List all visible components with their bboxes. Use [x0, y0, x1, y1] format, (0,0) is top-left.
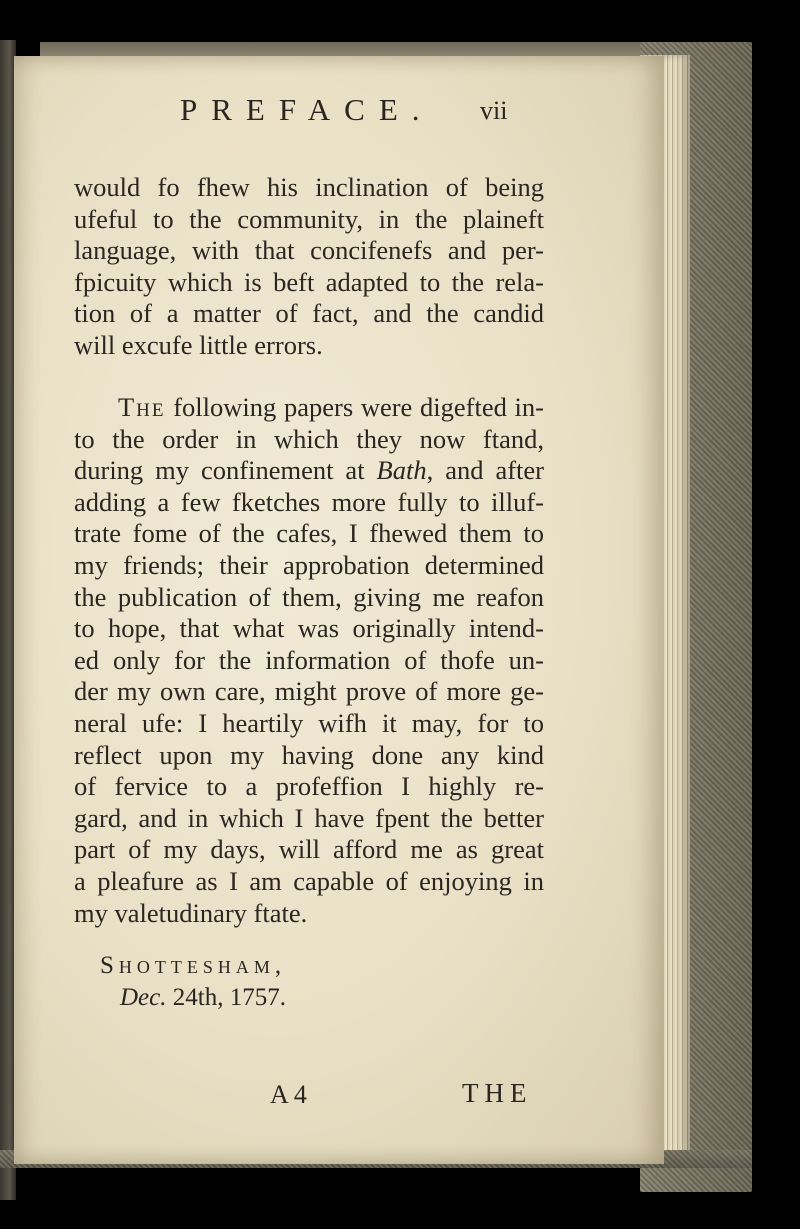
- text-line: my friends; their approbation determined: [74, 549, 544, 580]
- date-abbrev: Dec.: [120, 984, 167, 1011]
- text-line: would fo fhew his inclination of being: [74, 172, 544, 202]
- signature-date: [120, 984, 286, 1012]
- text-line: language, with that concifenefs and per-: [74, 235, 544, 266]
- text-line: [74, 392, 544, 424]
- text-line: part of my days, will afford me as great: [74, 834, 544, 865]
- text-line: ufeful to the community, in the plaineft: [74, 203, 544, 234]
- text-fragment: following papers were digefted in-: [173, 392, 544, 422]
- text-line: of fervice to a profeffion I highly re-: [74, 771, 544, 802]
- text-line: trate fome of the cafes, I fhewed them to: [74, 518, 544, 549]
- signature-place: Shottesham,: [100, 952, 287, 979]
- text-line: reflect upon my having done any kind: [74, 739, 544, 770]
- signature-mark: A 4: [270, 1080, 307, 1109]
- date-rest: 24th, 1757.: [172, 984, 286, 1011]
- running-header: [0, 92, 800, 132]
- place-name-bath: Bath: [376, 455, 427, 486]
- text-line: fpicuity which is beft adapted to the rela-: [74, 266, 544, 297]
- text-fragment: , and after: [426, 455, 544, 486]
- text-line: ed only for the information of thofe un-: [74, 644, 544, 675]
- catchword: THE: [462, 1078, 533, 1108]
- text-line: [74, 455, 544, 487]
- text-line: der my own care, might prove of more ge-: [74, 676, 544, 707]
- page-number: vii: [480, 96, 508, 125]
- text-line: to the order in which they now ftand,: [74, 423, 544, 454]
- text-line: a pleafure as I am capable of enjoying in: [74, 865, 544, 896]
- text-line: my valetudinary ftate.: [74, 897, 308, 928]
- text-line: will excufe little errors.: [74, 329, 323, 360]
- drop-word: The: [118, 392, 166, 422]
- paragraph-2: [74, 392, 544, 929]
- text-line: tion of a matter of fact, and the candid: [74, 298, 544, 329]
- text-line: to hope, that what was originally intend-: [74, 613, 544, 644]
- text-line: neral ufe: I heartily wifh it may, for to: [74, 707, 544, 738]
- text-fragment: during my confinement at: [74, 455, 365, 486]
- page-title: PREFACE.: [180, 92, 434, 127]
- text-line: the publication of them, giving me reafon: [74, 581, 544, 612]
- text-line: gard, and in which I have fpent the better: [74, 802, 544, 833]
- paragraph-1: [74, 172, 544, 362]
- text-line: adding a few fketches more fully to illuf-: [74, 486, 544, 517]
